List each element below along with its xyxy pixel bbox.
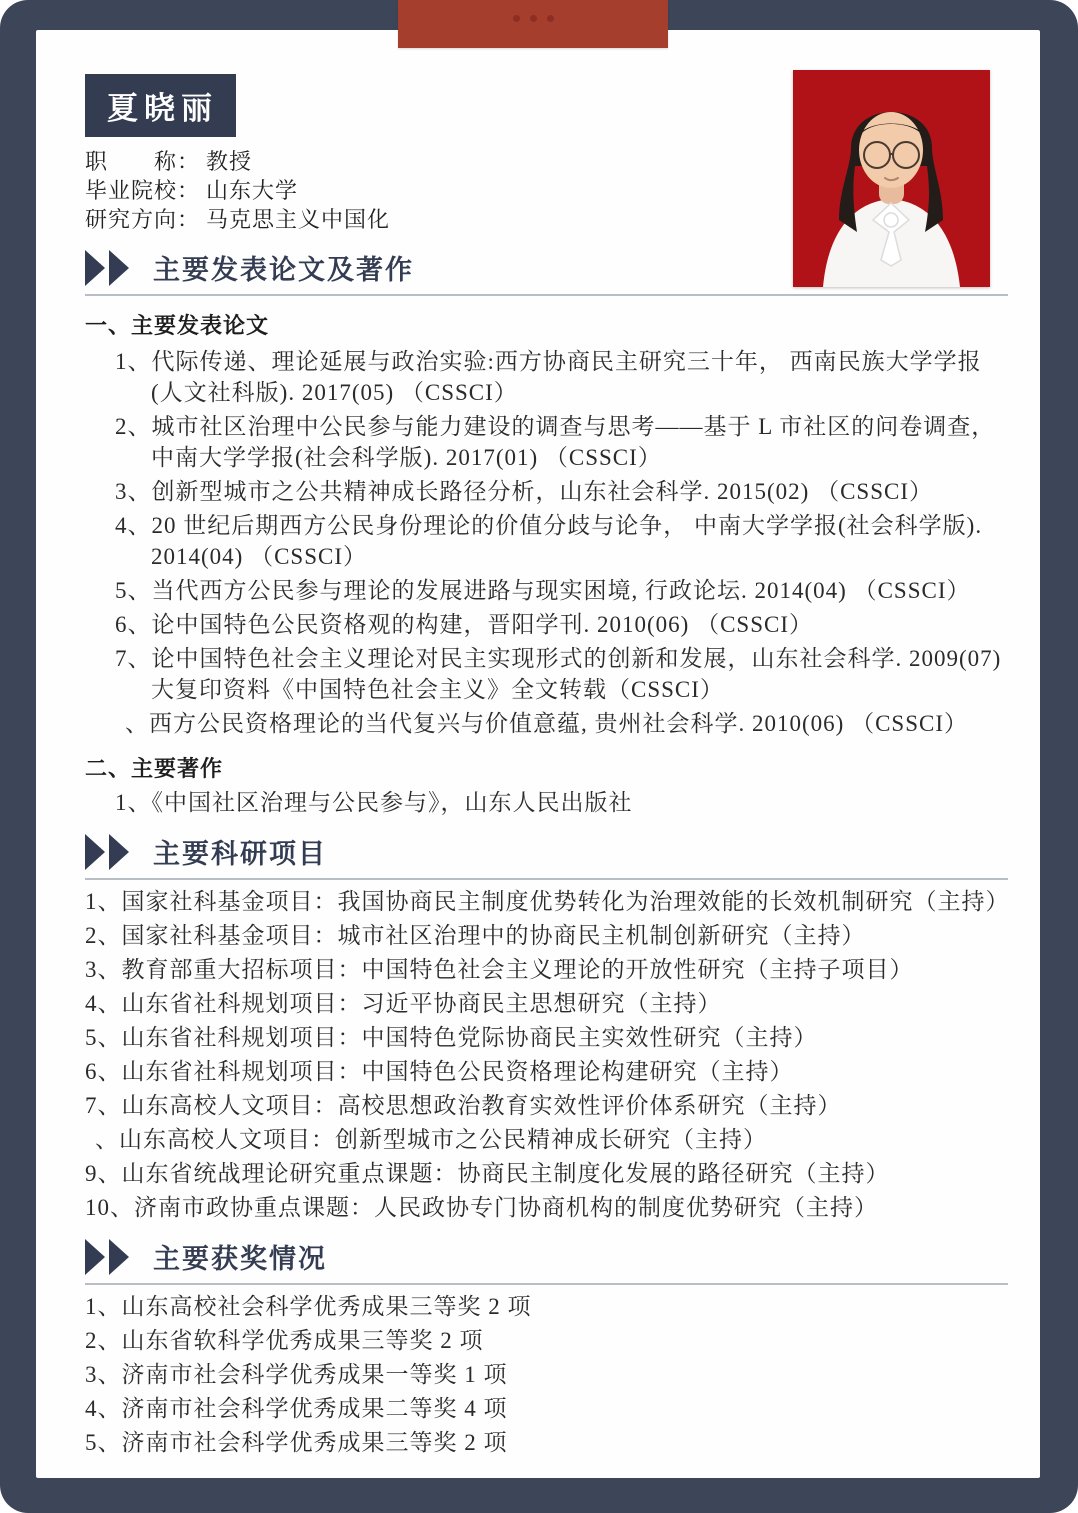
field-label: 毕业院校： bbox=[85, 178, 201, 203]
list-item: 5、当代西方公民参与理论的发展进路与现实困境, 行政论坛. 2014(04) （CSSCI） bbox=[115, 578, 971, 603]
list-item: 、山东高校人文项目：创新型城市之公民精神成长研究（主持） bbox=[95, 1127, 767, 1152]
books-subheading: 二、主要著作 bbox=[85, 756, 224, 781]
profile-photo bbox=[793, 70, 990, 287]
list-item: 3、济南市社会科学优秀成果一等奖 1 项 bbox=[85, 1362, 508, 1387]
list-item: 3、教育部重大招标项目：中国特色社会主义理论的开放性研究（主持子项目） bbox=[85, 957, 914, 982]
list-item: 3、创新型城市之公共精神成长路径分析，山东社会科学. 2015(02) （CSSCI） bbox=[115, 479, 933, 504]
dot-icon bbox=[547, 15, 554, 22]
list-item: 1、国家社科基金项目：我国协商民主制度优势转化为治理效能的长效机制研究（主持） bbox=[85, 889, 1010, 914]
list-item: 9、山东省统战理论研究重点课题：协商民主制度化发展的路径研究（主持） bbox=[85, 1161, 890, 1186]
section-title: 主要获奖情况 bbox=[153, 1244, 327, 1274]
list-item: 、西方公民资格理论的当代复兴与价值意蕴, 贵州社会科学. 2010(06) （CSSCI） bbox=[125, 711, 968, 736]
field-label: 职 称： bbox=[85, 149, 201, 174]
portrait-image bbox=[793, 70, 990, 287]
books-list bbox=[115, 787, 1008, 818]
projects-list bbox=[85, 886, 1008, 1223]
list-item: 2、国家社科基金项目：城市社区治理中的协商民主机制创新研究（主持） bbox=[85, 923, 866, 948]
top-tab bbox=[398, 0, 668, 48]
field-value: 山东大学 bbox=[206, 178, 299, 203]
field-value: 马克思主义中国化 bbox=[206, 207, 391, 232]
list-item: 6、山东省社科规划项目：中国特色公民资格理论构建研究（主持） bbox=[85, 1059, 794, 1084]
list-item: 1、代际传递、理论延展与政治实验:西方协商民主研究三十年， 西南民族大学学报(人文社科版). 2017(05) （CSSCI） bbox=[115, 349, 982, 405]
list-item: 4、山东省社科规划项目：习近平协商民主思想研究（主持） bbox=[85, 991, 722, 1016]
papers-list bbox=[115, 346, 1008, 739]
list-item: 2、山东省软科学优秀成果三等奖 2 项 bbox=[85, 1328, 484, 1353]
dot-icon bbox=[513, 15, 520, 22]
list-item: 1、山东高校社会科学优秀成果三等奖 2 项 bbox=[85, 1294, 532, 1319]
profile-card bbox=[36, 30, 1040, 1478]
list-item: 4、济南市社会科学优秀成果二等奖 4 项 bbox=[85, 1396, 508, 1421]
double-chevron-icon bbox=[85, 250, 131, 286]
section-title: 主要发表论文及著作 bbox=[153, 255, 414, 285]
list-item: 1、《中国社区治理与公民参与》，山东人民出版社 bbox=[115, 790, 633, 815]
section-title: 主要科研项目 bbox=[153, 839, 327, 869]
name-badge: 夏晓丽 bbox=[85, 74, 236, 137]
list-item: 2、城市社区治理中公民参与能力建设的调查与思考——基于 L 市社区的问卷调查， 中南大学学报(社会科学版). 2017(01) （CSSCI） bbox=[115, 414, 996, 470]
awards-list bbox=[85, 1291, 1008, 1458]
dot-icon bbox=[530, 15, 537, 22]
list-item: 5、山东省社科规划项目：中国特色党际协商民主实效性研究（主持） bbox=[85, 1025, 818, 1050]
list-item: 7、山东高校人文项目：高校思想政治教育实效性评价体系研究（主持） bbox=[85, 1093, 842, 1118]
double-chevron-icon bbox=[85, 1239, 131, 1275]
list-item: 6、论中国特色公民资格观的构建，晋阳学刊. 2010(06) （CSSCI） bbox=[115, 612, 813, 637]
double-chevron-icon bbox=[85, 834, 131, 870]
ellipsis-dots-icon bbox=[398, 9, 668, 27]
list-item: 5、济南市社会科学优秀成果三等奖 2 项 bbox=[85, 1430, 508, 1455]
list-item: 4、20 世纪后期西方公民身份理论的价值分歧与论争， 中南大学学报(社会科学版). 2014(04) （CSSCI） bbox=[115, 513, 983, 569]
section-header-awards bbox=[85, 1237, 1008, 1285]
list-item: 10、济南市政协重点课题：人民政协专门协商机构的制度优势研究（主持） bbox=[85, 1195, 878, 1220]
field-value: 教授 bbox=[206, 149, 253, 174]
field-label: 研究方向： bbox=[85, 207, 201, 232]
section-header-projects bbox=[85, 832, 1008, 880]
papers-subheading: 一、主要发表论文 bbox=[85, 313, 270, 338]
list-item: 7、论中国特色社会主义理论对民主实现形式的创新和发展，山东社会科学. 2009(07) 大复印资料《中国特色社会主义》全文转载（CSSCI） bbox=[115, 646, 1002, 702]
